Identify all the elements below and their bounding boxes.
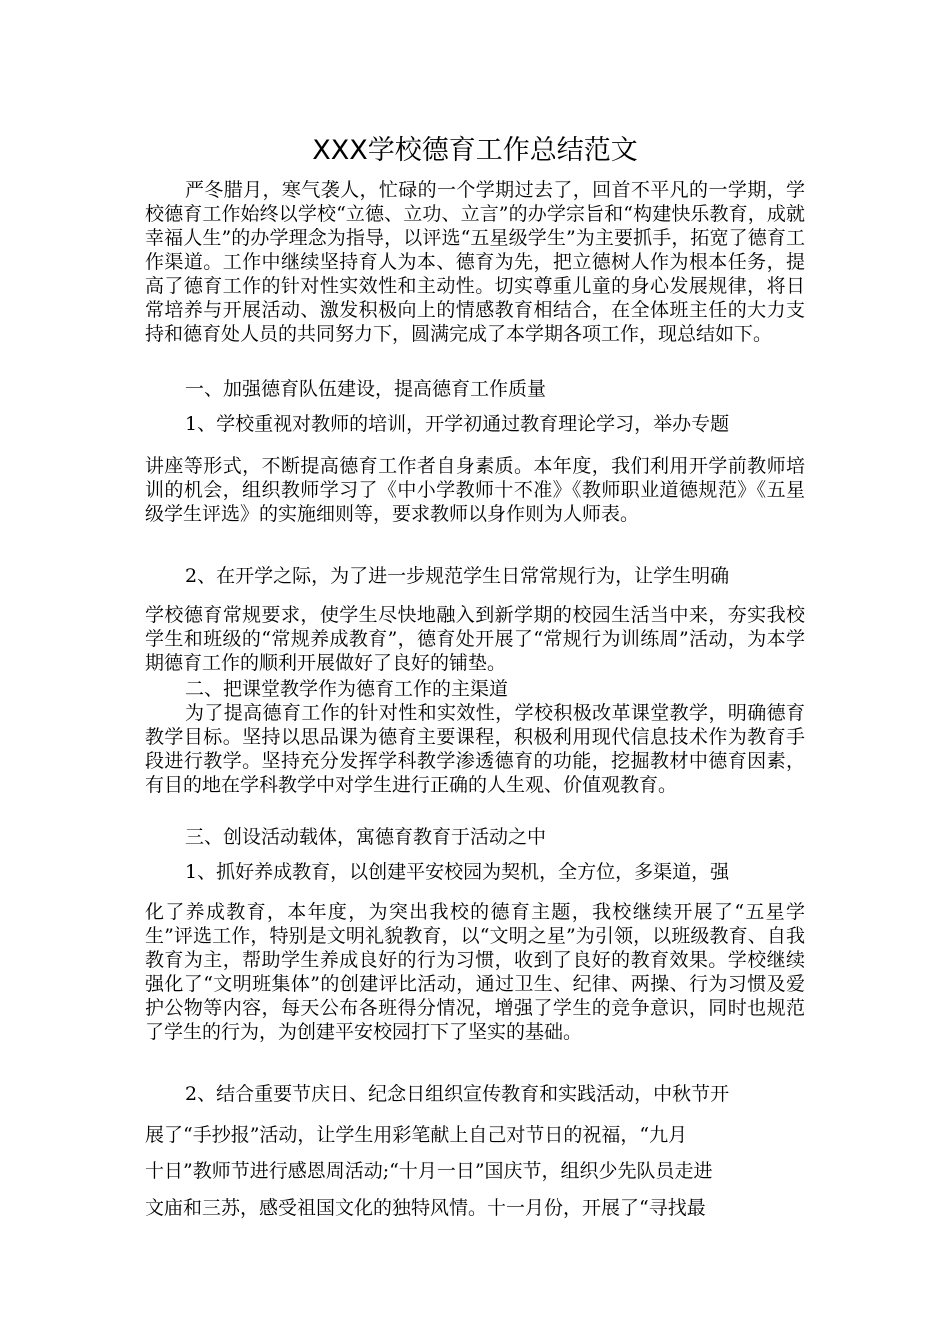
intro-paragraph: 严冬腊月，寒气袭人，忙碌的一个学期过去了，回首不平凡的一学期，学校德育工作始终以学校“立德、立功、立言”的办学宗旨和“构建快乐教育，成就幸福人生”的办学理念为指导，以评选“五星级学生”为主要抓手，拓宽了德育工作渠道。工作中继续坚持育人为本、德育为先，把立德树人作为根本任务，提高了德育工作的针对性实效性和主动性。切实尊重儿童的身心发展规律，将日常培养与开展活动、激发积极向上的情感教育相结合，在全体班主任的大力支持和德育处人员的共同努力下，圆满完成了本学期各项工作，现总结如下。 [145, 179, 805, 345]
page-title: XXX学校德育工作总结范文 [312, 135, 638, 166]
section-3-heading: 三、创设活动载体，寓德育教育于活动之中 [185, 826, 547, 848]
section-3-paragraph-1-first-line: 1、抓好养成教育，以创建平安校园为契机，全方位，多渠道，强 [185, 861, 730, 883]
section-1-heading: 一、加强德育队伍建设，提高德育工作质量 [185, 378, 547, 400]
section-1-paragraph-1-first-line: 1、学校重视对教师的培训，开学初通过教育理论学习，举办专题 [185, 413, 730, 435]
section-1-paragraph-2-body: 学校德育常规要求，使学生尽快地融入到新学期的校园生活当中来，夯实我校学生和班级的“常规养成教育”，德育处开展了“常规行为训练周”活动，为本学期德育工作的顺利开展做好了良好的铺垫。 [145, 604, 805, 674]
section-1-paragraph-1-body: 讲座等形式，不断提高德育工作者自身素质。本年度，我们利用开学前教师培训的机会，组织教师学习了《中小学教师十不准》《教师职业道德规范》《五星级学生评选》的实施细则等，要求教师以身作则为人师表。 [145, 455, 805, 525]
section-3-paragraph-2-line-1: 2、结合重要节庆日、纪念日组织宣传教育和实践活动，中秋节开 [185, 1083, 730, 1105]
section-2-paragraph-1: 为了提高德育工作的针对性和实效性，学校积极改革课堂教学，明确德育教学目标。坚持以思品课为德育主要课程，积极利用现代信息技术作为教育手段进行教学。坚持充分发挥学科教学渗透德育的功能，挖掘教材中德育因素，有目的地在学科教学中对学生进行正确的人生观、价值观教育。 [145, 702, 805, 796]
section-3-paragraph-2-line-4: 文庙和三苏，感受祖国文化的独特风情。十一月份，开展了“寻找最 [145, 1197, 706, 1219]
section-3-paragraph-1-body: 化了养成教育，本年度，为突出我校的德育主题，我校继续开展了“五星学生”评选工作，特别是文明礼貌教育，以“文明之星”为引领，以班级教育、自我教育为主，帮助学生养成良好的行为习惯，收到了良好的教育效果。学校继续强化了“文明班集体”的创建评比活动，通过卫生、纪律、两操、行为习惯及爱护公物等内容，每天公布各班得分情况，增强了学生的竞争意识，同时也规范了学生的行为，为创建平安校园打下了坚实的基础。 [145, 901, 805, 1043]
section-3-paragraph-2-line-2: 展了“手抄报”活动，让学生用彩笔献上自己对节日的祝福，“九月 [145, 1124, 688, 1146]
section-3-paragraph-2-line-3: 十日”教师节进行感恩周活动;“十月一日”国庆节，组织少先队员走进 [145, 1160, 713, 1182]
section-2-heading: 二、把课堂教学作为德育工作的主渠道 [185, 678, 509, 700]
section-1-paragraph-2-first-line: 2、在开学之际，为了进一步规范学生日常常规行为，让学生明确 [185, 565, 730, 587]
